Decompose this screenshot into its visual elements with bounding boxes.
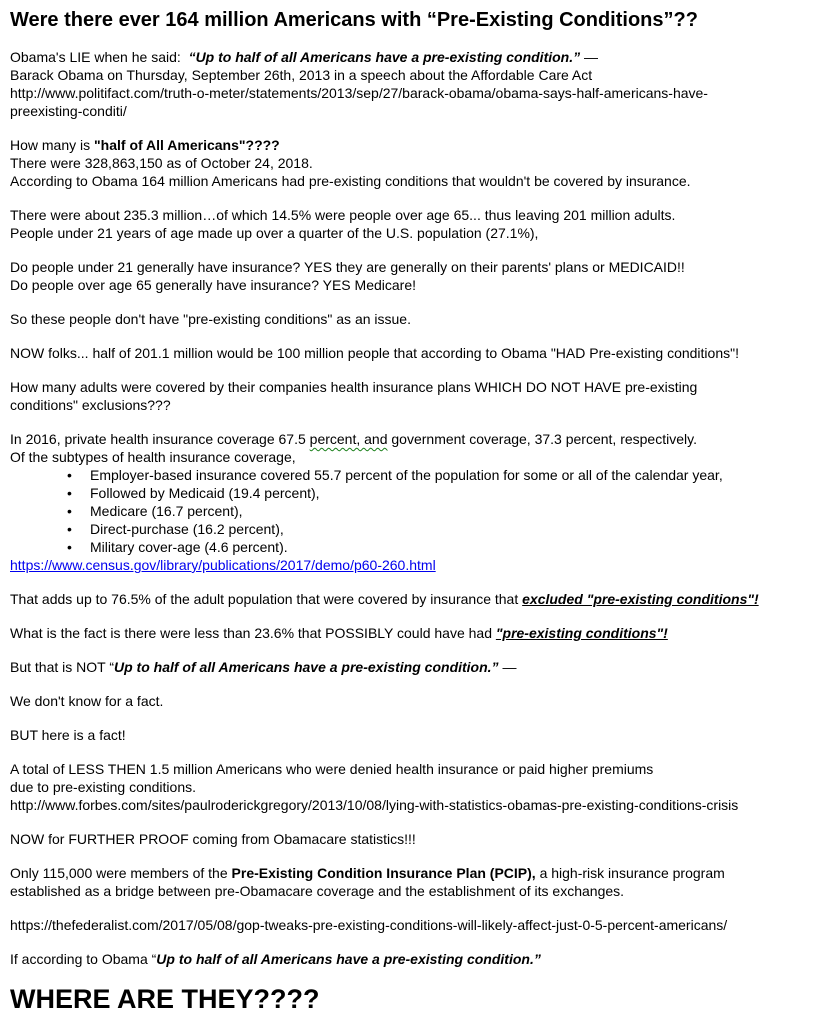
text-run: If according to Obama “	[10, 951, 157, 967]
paragraph-fact-23-6	[10, 624, 810, 642]
text-run: due to pre-existing conditions.	[10, 779, 196, 795]
coverage-bullet-list	[10, 466, 810, 556]
politifact-url-line2: preexisting-conditi/	[10, 103, 127, 119]
paragraph-adults-math	[10, 206, 810, 242]
text-run: BUT here is a fact!	[10, 727, 126, 743]
text-run: Only 115,000 were members of the	[10, 865, 232, 881]
paragraph-dont-know	[10, 692, 810, 710]
text-run: NOW for FURTHER PROOF coming from Obamacare statistics!!!	[10, 831, 416, 847]
paragraph-denied-insurance	[10, 760, 810, 814]
federalist-url: https://thefederalist.com/2017/05/08/gop-tweaks-pre-existing-conditions-will-likely-affect-just-0-5-percent-americans/	[10, 917, 728, 933]
text-run: That adds up to 76.5% of the adult population that were covered by insurance that	[10, 591, 523, 607]
page-title: Were there ever 164 million Americans with “Pre-Existing Conditions”??	[10, 9, 698, 31]
text-run: But that is NOT “	[10, 659, 114, 675]
forbes-url: http://www.forbes.com/sites/paulroderickgregory/2013/10/08/lying-with-statistics-obamas-pre-existing-conditions-crisis	[10, 797, 739, 813]
paragraph-not-an-issue	[10, 310, 810, 328]
text-run: What is the fact is there were less than 23.6% that POSSIBLY could have had	[10, 625, 496, 641]
text-run: NOW folks... half of 201.1 million would be 100 million people that according to Obama "HAD Pre-existing conditions"!	[10, 345, 739, 361]
text-run: How many adults were covered by their companies health insurance plans WHICH DO NOT HAVE pre-existing	[10, 379, 698, 395]
obama-quote-text: Up to half of all Americans have a pre-existing condition.”	[114, 659, 499, 675]
list-item: • Direct-purchase (16.2 percent),	[10, 520, 810, 538]
text-run: In 2016, private health insurance coverage 67.5	[10, 431, 310, 447]
paragraph-pcip	[10, 864, 810, 900]
paragraph-adds-up	[10, 590, 810, 608]
paragraph-federalist-url	[10, 916, 810, 934]
text-run: established as a bridge between pre-Obamacare coverage and the establishment of its exchanges.	[10, 883, 625, 899]
text-run: government coverage, 37.3 percent, respectively.	[387, 431, 697, 447]
text-run: How many is	[10, 137, 95, 153]
paragraph-2016-coverage	[10, 430, 810, 466]
text-run: A total of LESS THEN 1.5 million Americans who were denied health insurance or paid higher premiums	[10, 761, 654, 777]
list-item: • Followed by Medicaid (19.4 percent),	[10, 484, 810, 502]
text-run: —	[498, 659, 517, 675]
text-run: So these people don't have "pre-existing conditions" as an issue.	[10, 311, 411, 327]
text-run: People under 21 years of age made up over a quarter of the U.S. population (27.1%),	[10, 225, 539, 241]
text-run: According to Obama 164 million Americans had pre-existing conditions that wouldn't be covered by insurance.	[10, 173, 691, 189]
paragraph-insurance-questions	[10, 258, 810, 294]
text-run: We don't know for a fact.	[10, 693, 164, 709]
text-run: a high-risk insurance program	[535, 865, 725, 881]
list-item: • Employer-based insurance covered 55.7 percent of the population for some or all of the calendar year,	[10, 466, 810, 484]
text-run: There were about 235.3 million…of which 14.5% were people over age 65... thus leaving 201 million adults.	[10, 207, 676, 223]
paragraph-here-is-fact	[10, 726, 810, 744]
obama-quote-text: Up to half of all Americans have a pre-existing condition.”	[156, 951, 541, 967]
paragraph-company-plans	[10, 378, 810, 414]
text-run: Do people over age 65 generally have insurance? YES Medicare!	[10, 277, 416, 293]
half-of-all-americans-bold: "half of All Americans"????	[94, 137, 280, 153]
text-run: Do people under 21 generally have insurance? YES they are generally on their parents' plans or MEDICAID!!	[10, 259, 685, 275]
paragraph-further-proof	[10, 830, 810, 848]
text-run: conditions" exclusions???	[10, 397, 171, 413]
grammar-squiggle-text: percent, and	[309, 431, 388, 447]
text-run: —	[580, 49, 599, 65]
paragraph-if-according	[10, 950, 810, 968]
paragraph-obama-lie	[10, 48, 810, 120]
text-run: Of the subtypes of health insurance coverage,	[10, 449, 296, 465]
text-run: Obama's LIE when he said:	[10, 49, 189, 65]
excluded-emphasis: excluded "pre-existing conditions"!	[522, 591, 759, 607]
obama-quote-text: “Up to half of all Americans have a pre-existing condition.”	[188, 49, 581, 65]
paragraph-now-folks	[10, 344, 810, 362]
census-link[interactable]: https://www.census.gov/library/publications/2017/demo/p60-260.html	[10, 557, 436, 573]
population-count-text: There were 328,863,150 as of October 24, 2018.	[10, 155, 313, 171]
list-item: • Medicare (16.7 percent),	[10, 502, 810, 520]
paragraph-how-many	[10, 136, 810, 190]
list-item: • Military cover-age (4.6 percent).	[10, 538, 810, 556]
census-link-line	[10, 556, 810, 574]
paragraph-but-not	[10, 658, 810, 676]
politifact-url-line1: http://www.politifact.com/truth-o-meter/statements/2013/sep/27/barack-obama/obama-says-half-americans-have-	[10, 85, 708, 101]
attribution-text: Barack Obama on Thursday, September 26th, 2013 in a speech about the Affordable Care Act	[10, 67, 593, 83]
closing-heading: WHERE ARE THEY????	[10, 984, 320, 1014]
pcip-bold: Pre-Existing Condition Insurance Plan (PCIP),	[231, 865, 536, 881]
pre-existing-emphasis: "pre-existing conditions"!	[495, 625, 668, 641]
